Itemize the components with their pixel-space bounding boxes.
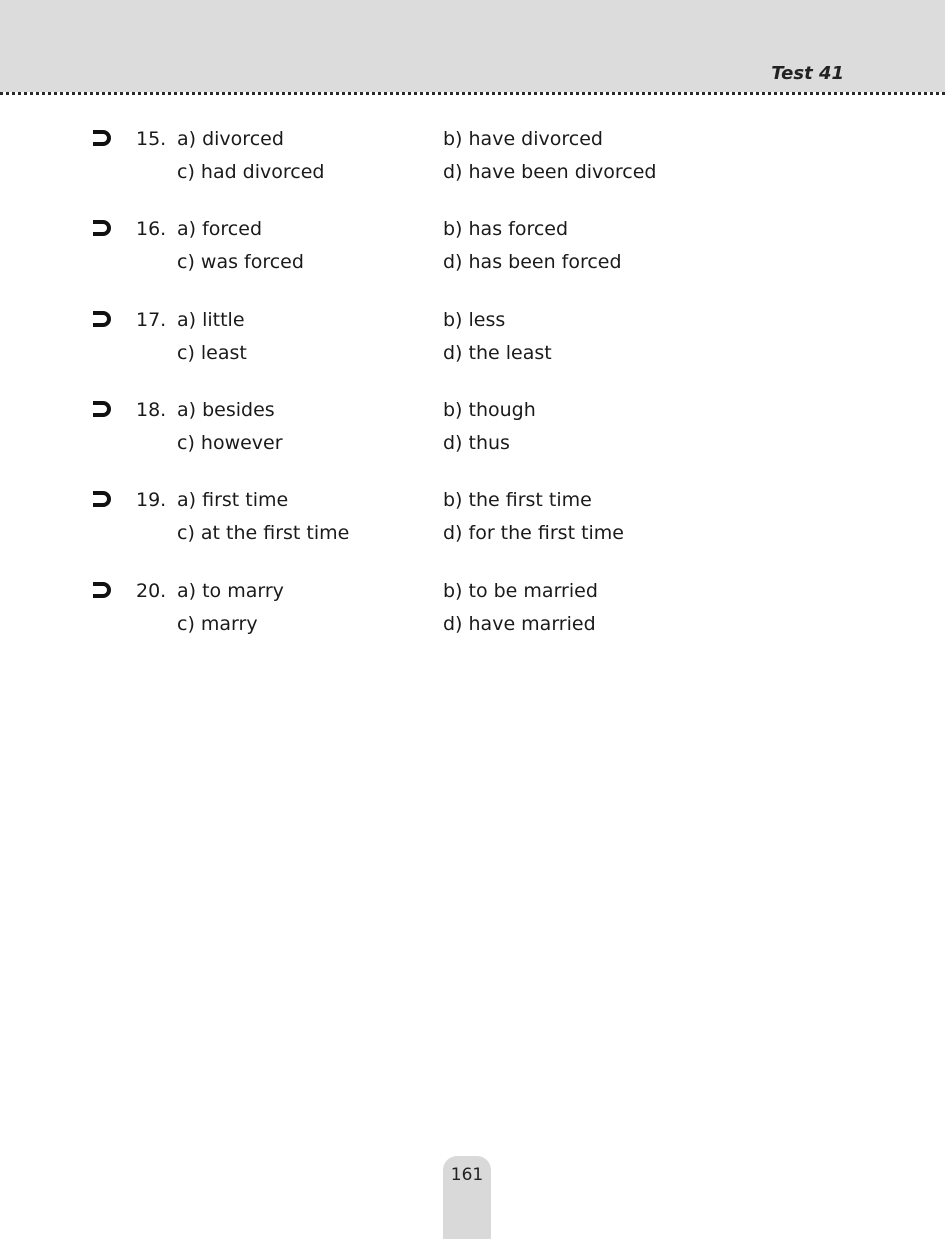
curved-arrow-icon [91,580,113,600]
option-a[interactable]: a) besides [177,399,275,421]
curved-arrow-icon [91,309,113,329]
option-b[interactable]: b) though [443,399,536,421]
option-d[interactable]: d) has been forced [443,251,622,273]
question-item [0,218,945,288]
option-a[interactable]: a) little [177,309,245,331]
curved-arrow-icon [91,399,113,419]
option-a[interactable]: a) forced [177,218,262,240]
question-number: 19. [136,489,167,511]
question-number: 20. [136,580,167,602]
option-c[interactable]: c) had divorced [177,161,325,183]
question-number: 17. [136,309,167,331]
option-d[interactable]: d) have married [443,613,596,635]
option-b[interactable]: b) has forced [443,218,569,240]
option-a[interactable]: a) first time [177,489,289,511]
option-b[interactable]: b) have divorced [443,128,603,150]
option-d[interactable]: d) for the first time [443,522,624,544]
question-number: 18. [136,399,167,421]
question-item [0,128,945,198]
option-c[interactable]: c) at the first time [177,522,350,544]
question-item [0,399,945,469]
option-c[interactable]: c) however [177,432,283,454]
option-a[interactable]: a) divorced [177,128,284,150]
dotted-divider [0,92,945,95]
option-c[interactable]: c) least [177,342,247,364]
option-d[interactable]: d) have been divorced [443,161,657,183]
option-d[interactable]: d) thus [443,432,510,454]
curved-arrow-icon [91,218,113,238]
question-number: 15. [136,128,167,150]
curved-arrow-icon [91,489,113,509]
question-item [0,309,945,379]
option-b[interactable]: b) the first time [443,489,592,511]
option-c[interactable]: c) marry [177,613,258,635]
question-item [0,580,945,650]
question-number: 16. [136,218,167,240]
option-b[interactable]: b) less [443,309,506,331]
page-title: Test 41 [771,63,844,84]
curved-arrow-icon [91,128,113,148]
option-a[interactable]: a) to marry [177,580,284,602]
option-b[interactable]: b) to be married [443,580,598,602]
option-c[interactable]: c) was forced [177,251,304,273]
question-item [0,489,945,559]
option-d[interactable]: d) the least [443,342,552,364]
page-number: 161 [450,1165,484,1185]
